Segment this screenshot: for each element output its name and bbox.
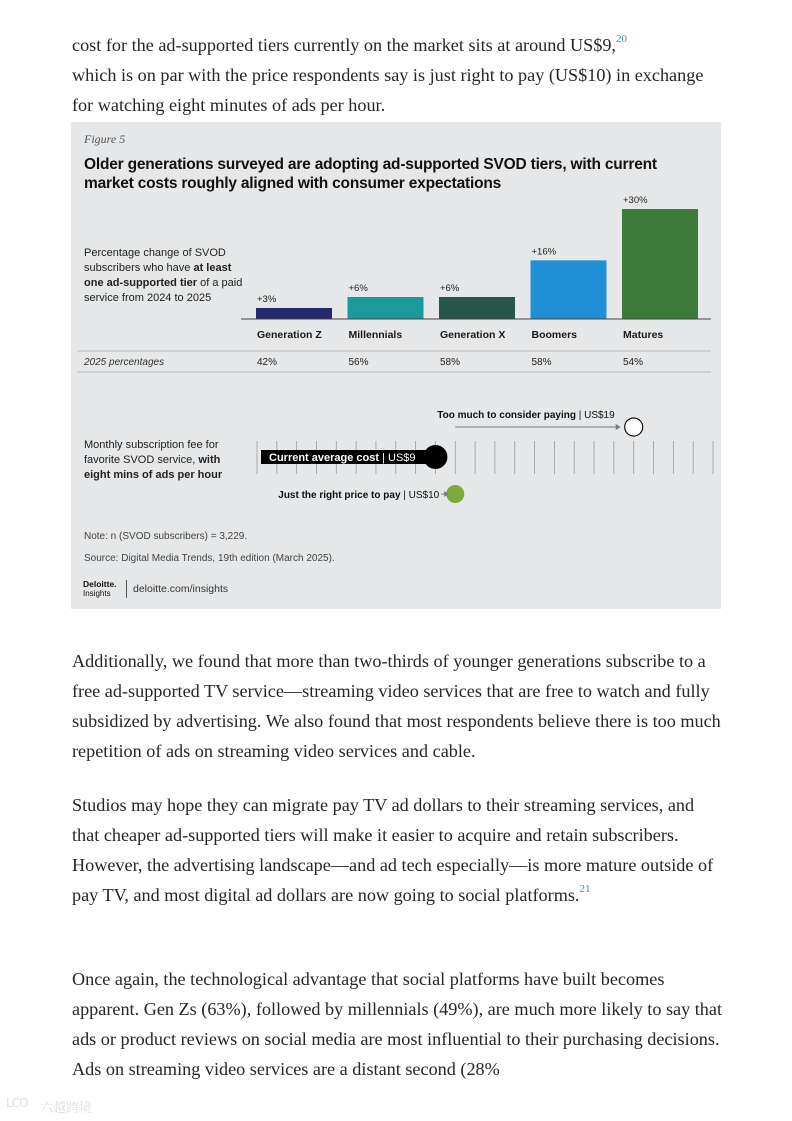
fee-desc-pre: Monthly subscription fee for favorite SVOD service, [84, 439, 219, 466]
brand-separator [126, 580, 127, 598]
bar-value-label-1: +6% [348, 283, 368, 294]
deloitte-logo [83, 580, 117, 598]
figure-5 [71, 122, 721, 609]
current-cost-label [269, 452, 416, 464]
paragraph-2 [72, 790, 724, 910]
category-label-1: Millennials [348, 329, 403, 341]
fee-desc-bold: with eight mins of ads per hour [84, 454, 223, 481]
paragraph-3: Once again, the technological advantage that social platforms have built becomes apparent. Gen Zs (63%), followed by millennials (49%), are much more likely to say that ads or product reviews on social media are most influential to their purchasing decisions. Ads on streaming video services are a distant second (28% [72, 969, 723, 1079]
intro-text-cont: which is on par with the price respondents say is just right to pay (US$10) in exchange for watching eight minutes of ads per hour. [72, 65, 704, 115]
desc-post: of a paid service from 2024 to 2025 [84, 277, 243, 304]
too-much-marker [625, 418, 643, 436]
pct-2025-3: 58% [531, 357, 552, 368]
paragraph-2-text: Studios may hope they can migrate pay TV ad dollars to their streaming services, and that cheaper ad-supported tiers will make it easier to acquire and retain subscribers. However, the advertising landscape—and ad tech especially—is more mature outside of pay TV, and most digital ad dollars are now going to social platforms. [72, 795, 714, 905]
intro-paragraph [72, 30, 724, 120]
too-much-label [437, 410, 615, 421]
pct-2025-1: 56% [348, 357, 369, 368]
footnote-20-link[interactable]: 20 [615, 32, 627, 45]
category-label-0: Generation Z [257, 329, 322, 341]
watermark-text: 六越跨境 [40, 1101, 93, 1116]
pct-2025-4: 54% [623, 357, 644, 368]
category-label-2: Generation X [440, 329, 506, 341]
bar-value-label-0: +3% [257, 294, 277, 305]
brand-url-link[interactable]: deloitte.com/insights [133, 583, 229, 595]
bar-value-label-3: +16% [531, 246, 557, 258]
intro-text: cost for the ad-supported tiers currently on the market sits at around US$9, [72, 35, 616, 55]
figure-source: Source: Digital Media Trends, 19th edition (March 2025). [84, 553, 335, 564]
desc-pre: Percentage change of SVOD subscribers who have [84, 247, 226, 274]
bar-3 [531, 260, 607, 319]
watermark-logo: LCO [6, 1096, 28, 1110]
just-right-marker [446, 485, 464, 503]
too-much-label-rest: | US$19 [575, 410, 615, 421]
desc-bold: at least one ad-supported tier [84, 262, 232, 289]
bar-value-label-4: +30% [623, 195, 648, 206]
pct-2025-2: 58% [440, 357, 461, 368]
current-cost-label-rest: | US$9 [379, 452, 416, 464]
pct-2025-0: 42% [257, 357, 278, 368]
too-much-label-bold: Too much to consider paying [437, 410, 576, 421]
bar-0 [256, 308, 332, 319]
category-label-4: Matures [623, 329, 664, 341]
figure-note: Note: n (SVOD subscribers) = 3,229. [84, 531, 248, 542]
current-cost-label-bold: Current average cost [269, 452, 380, 464]
paragraph-1: Additionally, we found that more than two-thirds of younger generations subscribe to a free ad-supported TV service—streaming video services that are free to watch and fully subsidized by advertising. We also found that most respondents believe there is too much repetition of ads on streaming video services and cable. [72, 651, 721, 761]
row-label-2025: 2025 percentages [84, 357, 165, 368]
just-right-label [278, 490, 439, 501]
bar-1 [348, 297, 424, 319]
figure-label: Figure 5 [84, 132, 126, 146]
category-label-3: Boomers [531, 329, 578, 341]
bar-value-label-2: +6% [440, 283, 460, 294]
current-cost-marker [423, 445, 447, 469]
brand-name: Deloitte. [83, 579, 117, 589]
figure-title: Older generations surveyed are adopting ad-supported SVOD tiers, with current market costs roughly aligned with consumer expectations [84, 156, 657, 192]
footnote-21-link[interactable]: 21 [579, 882, 591, 895]
watermark [6, 1096, 116, 1116]
brand-sub: Insights [83, 589, 111, 598]
just-right-label-rest: | US$10 [400, 490, 440, 501]
bar-2 [439, 297, 515, 319]
too-much-arrowhead [616, 424, 621, 430]
just-right-label-bold: Just the right price to pay [278, 490, 401, 501]
bar-4 [622, 209, 698, 319]
